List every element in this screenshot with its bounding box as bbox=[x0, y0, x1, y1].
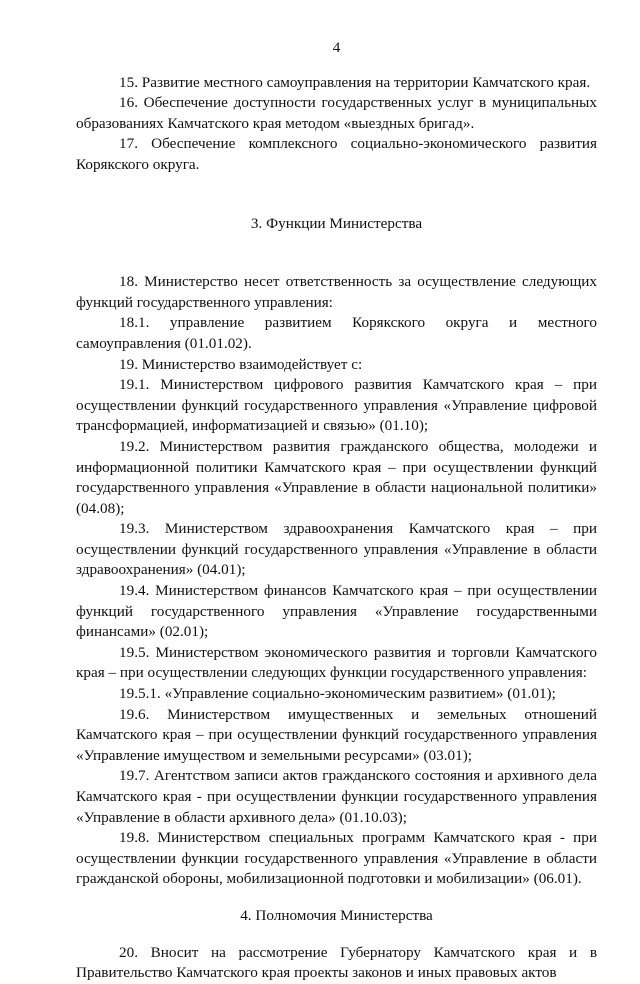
paragraph-20: 20. Вносит на рассмотрение Губернатору Камчатского края и в Правительство Камчатского края проекты законов и иных правовых актов bbox=[76, 943, 597, 982]
paragraph-17: 17. Обеспечение комплексного социально-экономического развития Корякского округа. bbox=[76, 135, 597, 173]
paragraph-19-7: 19.7. Агентством записи актов гражданского состояния и архивного дела Камчатского края - при осуществлении функции государственного управления «Управление в области архивного дела» (01.10.03); bbox=[76, 767, 597, 826]
page-number: 4 bbox=[332, 39, 341, 56]
paragraph-19-8: 19.8. Министерством специальных программ Камчатского края - при осуществлении функции государственного управления «Управление в области гражданской обороны, мобилизационной подготовки и мобилизации» (06.01). bbox=[76, 829, 597, 888]
paragraph-18-1: 18.1. управление развитием Корякского округа и местного самоуправления (01.01.02). bbox=[76, 314, 597, 352]
paragraph-19-1: 19.1. Министерством цифрового развития Камчатского края – при осуществлении функций государственного управления «Управление цифровой трансформацией, информатизацией и связью» (01.10); bbox=[76, 376, 597, 435]
paragraph-16: 16. Обеспечение доступности государственных услуг в муниципальных образованиях Камчатского края методом «выездных бригад». bbox=[76, 94, 597, 132]
paragraph-19: 19. Министерство взаимодействует с: bbox=[119, 355, 363, 373]
paragraph-15: 15. Развитие местного самоуправления на территории Камчатского края. bbox=[119, 73, 591, 91]
paragraph-19-6: 19.6. Министерством имущественных и земельных отношений Камчатского края – при осуществлении функций государственного управления «Управление имуществом и земельными ресурсами» (03.01); bbox=[76, 705, 597, 764]
paragraph-18: 18. Министерство несет ответственность за осуществление следующих функций государственного управления: bbox=[76, 273, 597, 311]
paragraph-19-5-1: 19.5.1. «Управление социально-экономическим развитием» (01.01); bbox=[119, 685, 556, 703]
paragraph-19-2: 19.2. Министерством развития гражданского общества, молодежи и информационной политики Камчатского края – при осуществлении функций государственного управления «Управление в области национальной политики» (04.08); bbox=[76, 437, 597, 517]
paragraph-19-4: 19.4. Министерством финансов Камчатского края – при осуществлении функций государственного управления «Управление государственными финансами» (02.01); bbox=[76, 582, 597, 641]
paragraph-19-5: 19.5. Министерством экономического развития и торговли Камчатского края – при осуществлении следующих функции государственного управления: bbox=[76, 643, 597, 682]
section-4-heading: 4. Полномочия Министерства bbox=[240, 906, 433, 924]
paragraph-19-3: 19.3. Министерством здравоохранения Камчатского края – при осуществлении функций государственного управления «Управление в области здравоохранения» (04.01); bbox=[76, 520, 597, 579]
section-3-heading: 3. Функции Министерства bbox=[250, 214, 423, 232]
